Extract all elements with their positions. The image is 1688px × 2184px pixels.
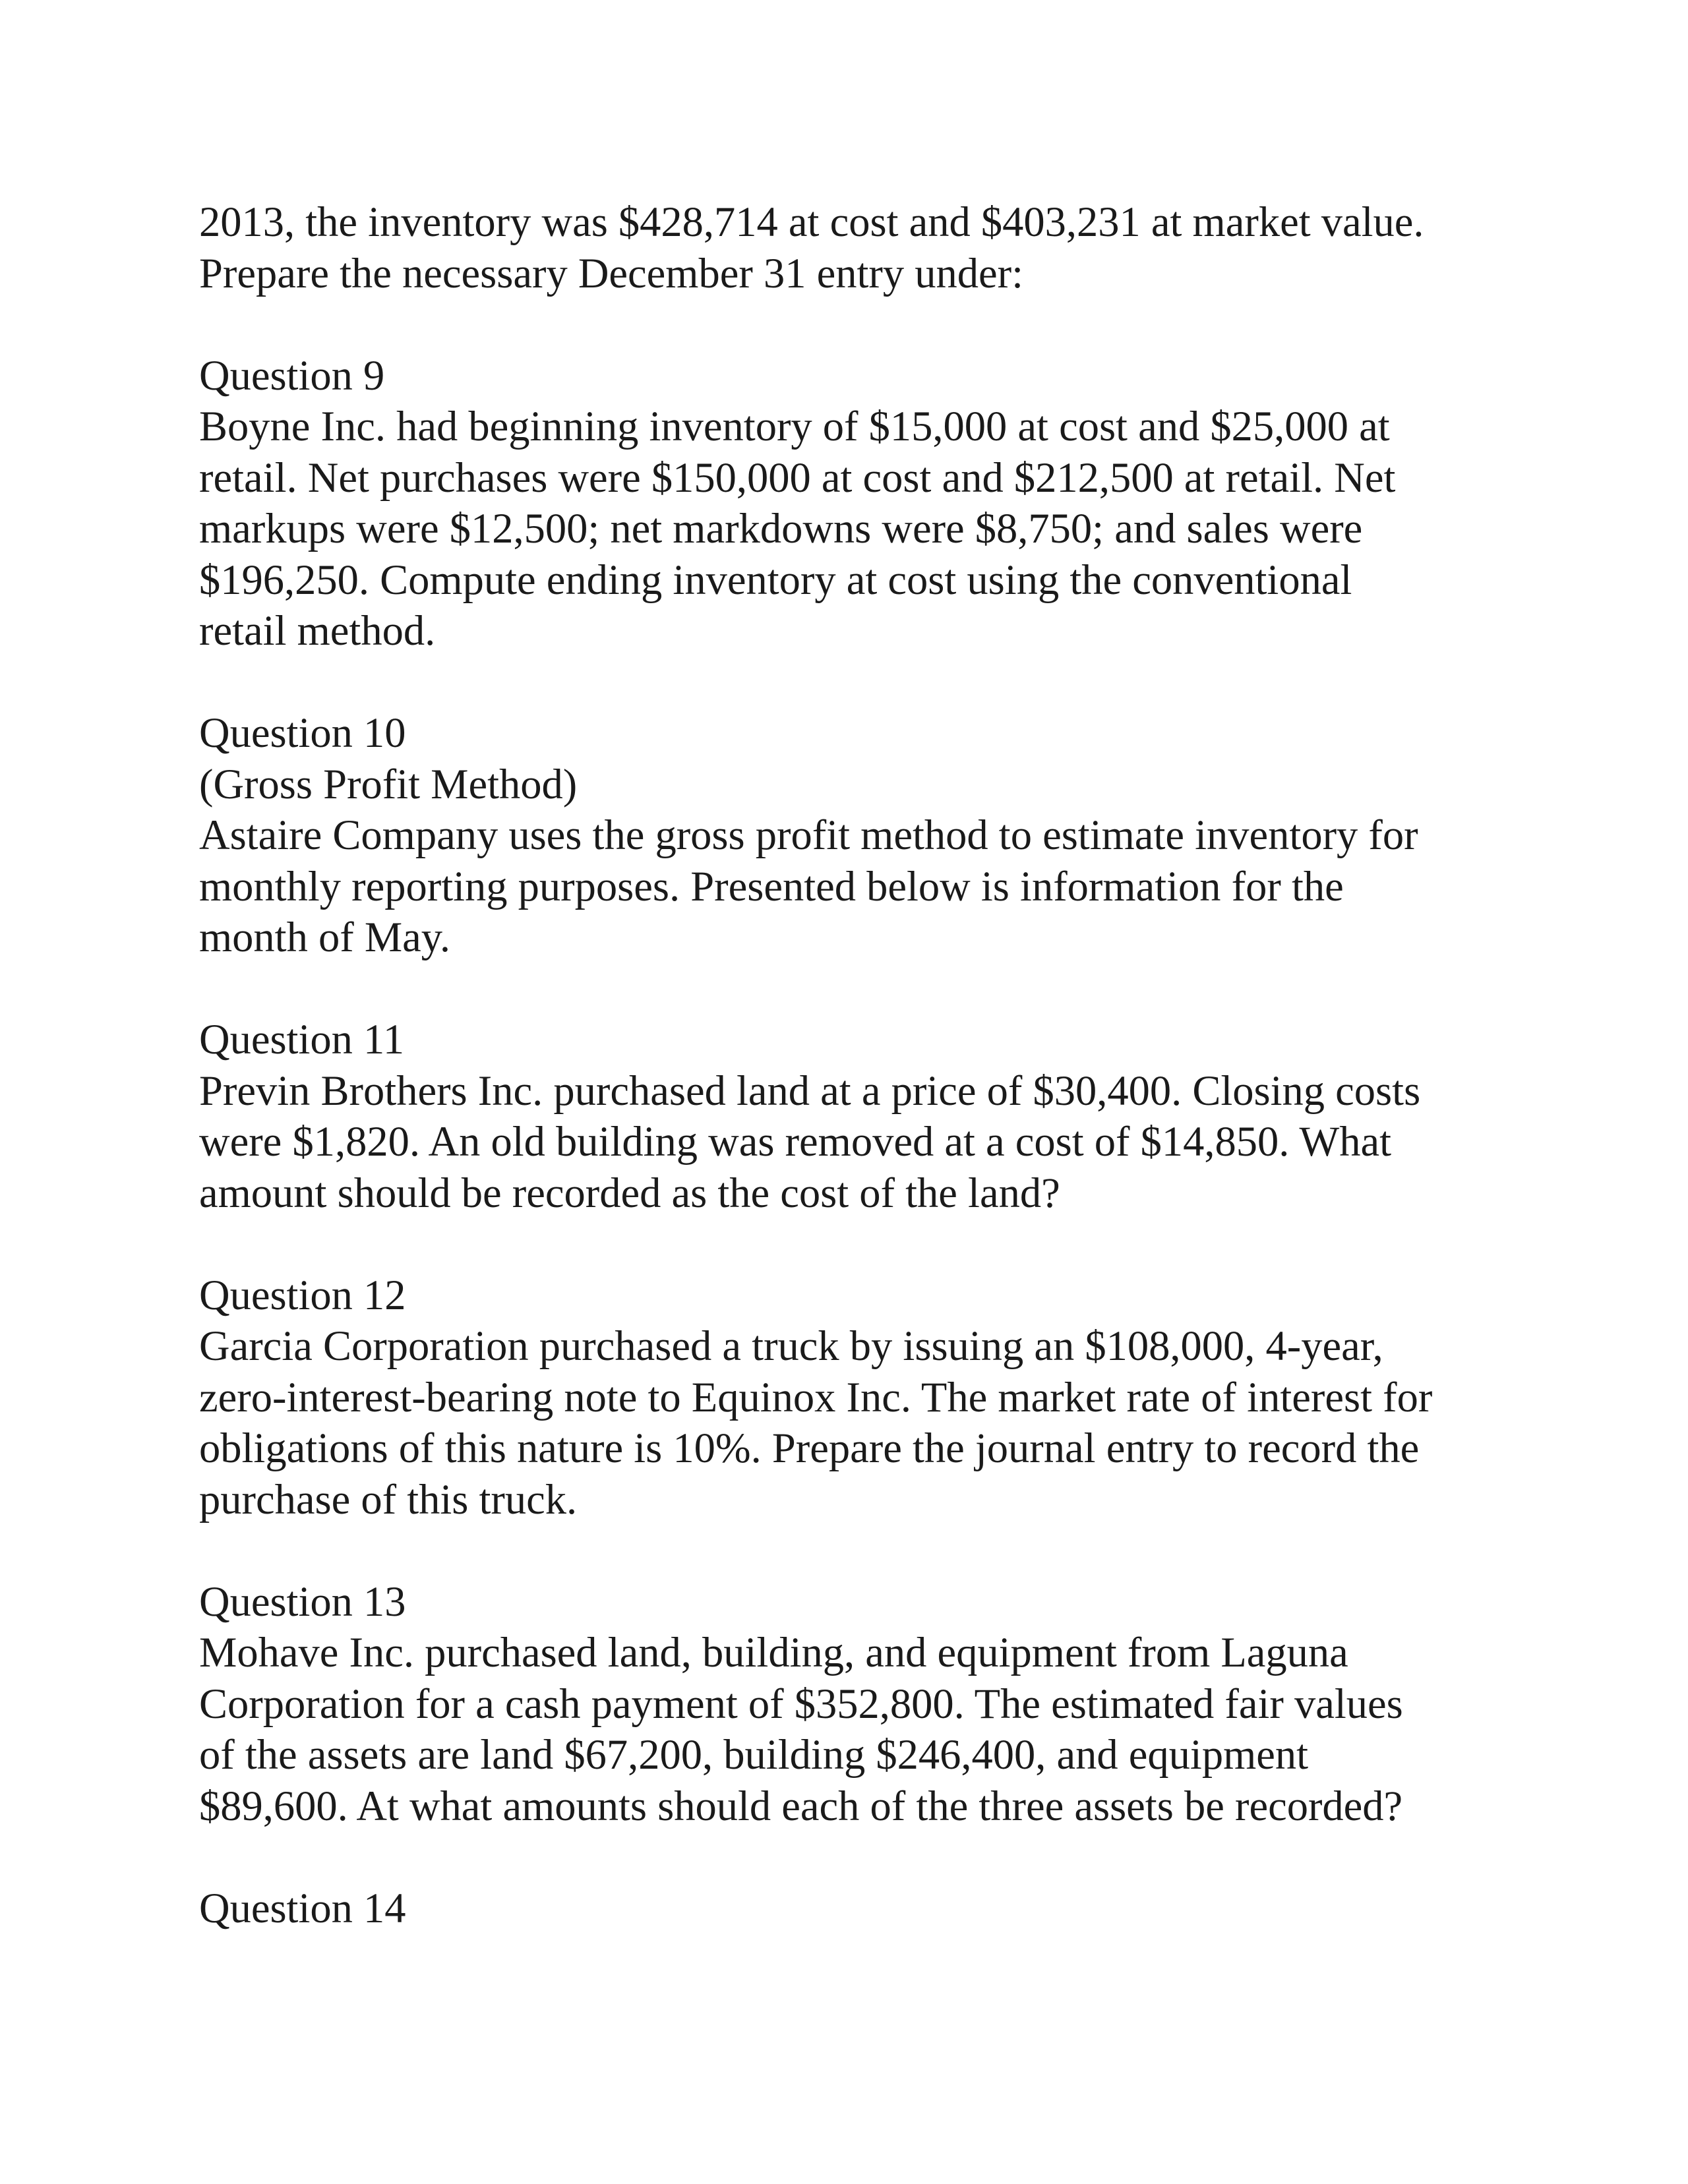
question-9 xyxy=(199,350,1518,657)
document-body xyxy=(199,196,1518,1933)
paragraph-gap xyxy=(199,299,1518,350)
question-text-line: Garcia Corporation purchased a truck by issuing an $108,000, 4-year, xyxy=(199,1322,1383,1369)
question-text-line: retail method. xyxy=(199,607,436,654)
question-text-line: obligations of this nature is 10%. Prepare the journal entry to record the xyxy=(199,1425,1420,1471)
question-heading: Question 13 xyxy=(199,1578,406,1625)
intro-line: 2013, the inventory was $428,714 at cost and $403,231 at market value. xyxy=(199,198,1424,245)
question-text-line: month of May. xyxy=(199,914,450,960)
question-13 xyxy=(199,1576,1518,1832)
question-text-line: purchase of this truck. xyxy=(199,1475,578,1523)
paragraph-gap xyxy=(199,1831,1518,1883)
intro-line: Prepare the necessary December 31 entry under: xyxy=(199,249,1024,297)
question-text-line: were $1,820. An old building was removed at a cost of $14,850. What xyxy=(199,1118,1392,1165)
question-text-line: Previn Brothers Inc. purchased land at a price of $30,400. Closing costs xyxy=(199,1067,1421,1114)
question-text-line: zero-interest-bearing note to Equinox Inc. The market rate of interest for xyxy=(199,1373,1433,1421)
paragraph-gap xyxy=(199,1525,1518,1576)
question-text-line: Boyne Inc. had beginning inventory of $15,000 at cost and $25,000 at xyxy=(199,403,1390,450)
question-heading: Question 10 xyxy=(199,709,406,756)
question-text-line: $196,250. Compute ending inventory at cost using the conventional xyxy=(199,556,1352,603)
question-heading: Question 9 xyxy=(199,351,385,399)
question-text-line: of the assets are land $67,200, building $246,400, and equipment xyxy=(199,1731,1309,1778)
question-heading: Question 14 xyxy=(199,1884,406,1932)
question-text-line: $89,600. At what amounts should each of the three assets be recorded? xyxy=(199,1782,1403,1829)
question-heading: Question 11 xyxy=(199,1016,405,1063)
question-10 xyxy=(199,707,1518,963)
question-subheading: (Gross Profit Method) xyxy=(199,760,578,808)
question-heading: Question 12 xyxy=(199,1271,406,1318)
question-11 xyxy=(199,1014,1518,1218)
question-text-line: markups were $12,500; net markdowns were $8,750; and sales were xyxy=(199,505,1363,552)
question-text-line: Astaire Company uses the gross profit method to estimate inventory for xyxy=(199,812,1418,858)
question-text-line: monthly reporting purposes. Presented below is information for the xyxy=(199,862,1344,910)
paragraph-gap xyxy=(199,657,1518,708)
paragraph-gap xyxy=(199,963,1518,1015)
question-text-line: retail. Net purchases were $150,000 at cost and $212,500 at retail. Net xyxy=(199,454,1396,501)
question-text-line: Corporation for a cash payment of $352,800. The estimated fair values xyxy=(199,1680,1403,1727)
question-text-line: Mohave Inc. purchased land, building, and equipment from Laguna xyxy=(199,1629,1348,1676)
paragraph-gap xyxy=(199,1218,1518,1270)
question-12 xyxy=(199,1270,1518,1525)
question-text-line: amount should be recorded as the cost of the land? xyxy=(199,1169,1060,1216)
intro-paragraph xyxy=(199,196,1518,299)
question-14 xyxy=(199,1883,1518,1934)
